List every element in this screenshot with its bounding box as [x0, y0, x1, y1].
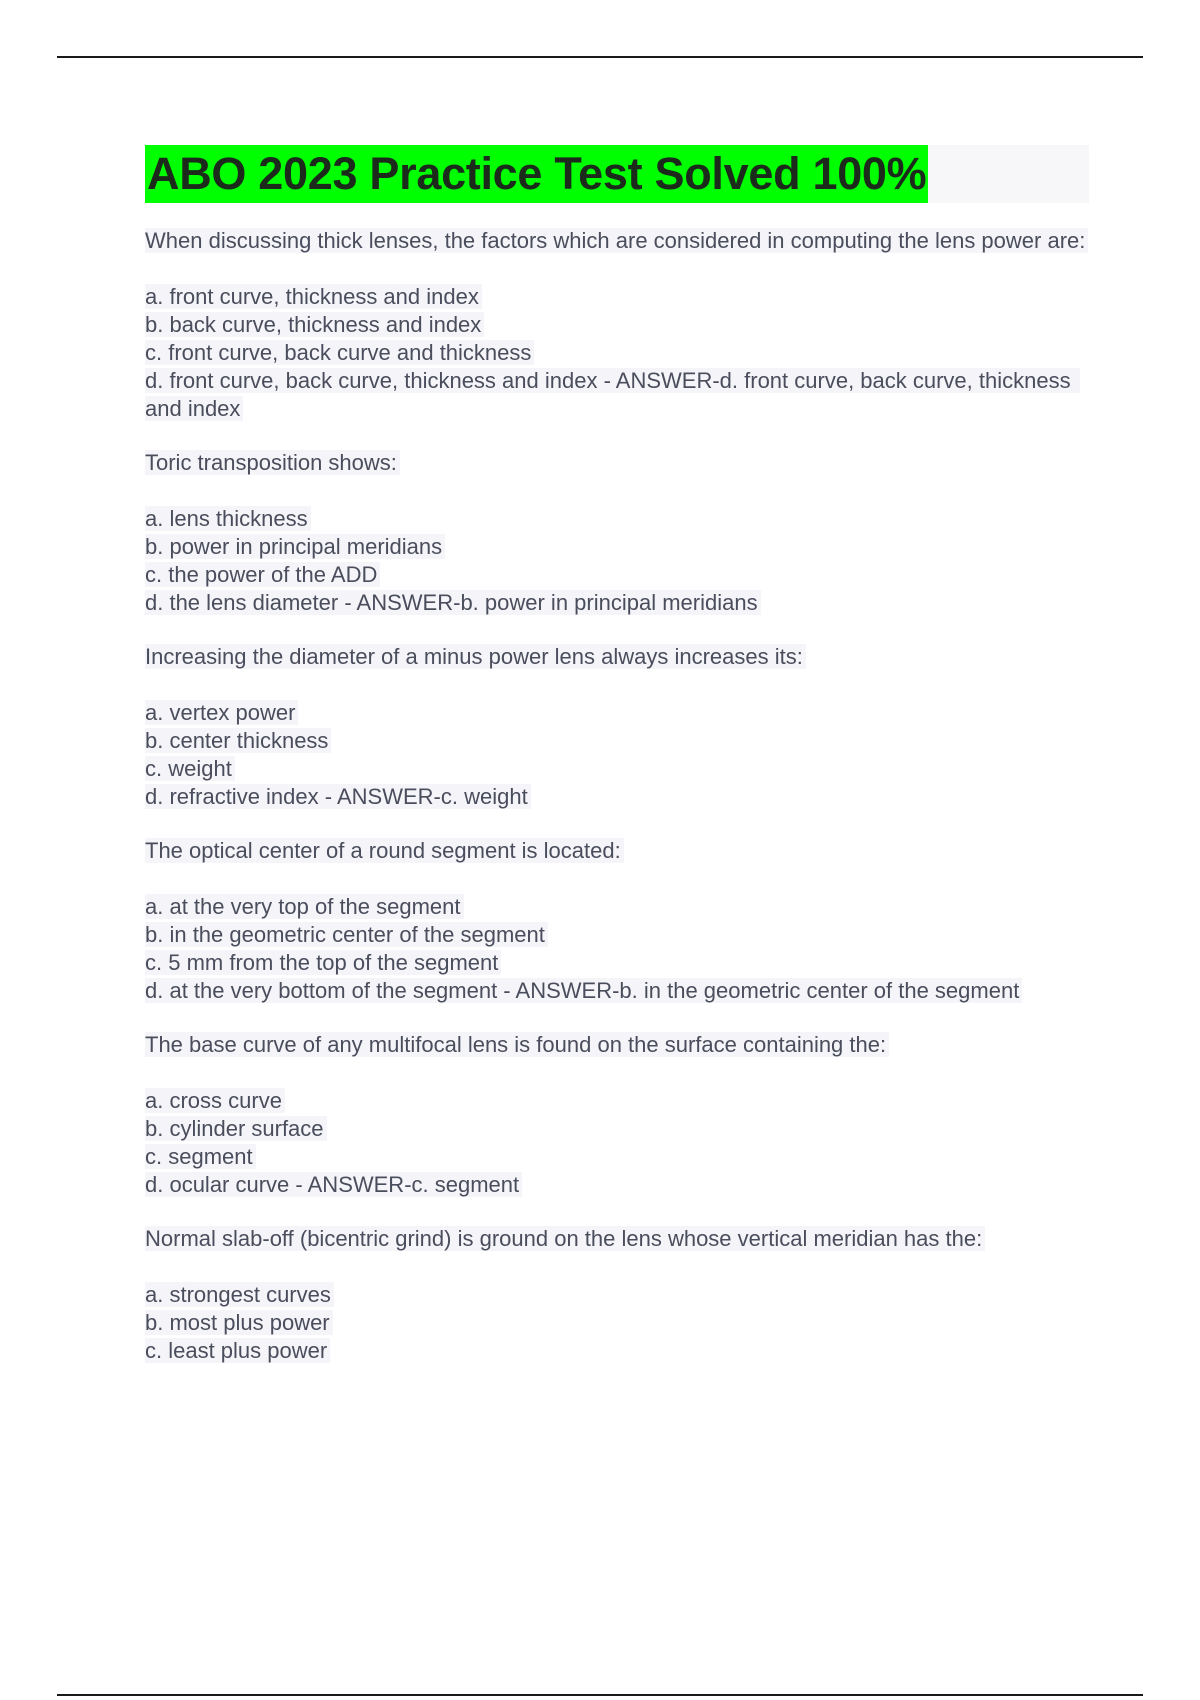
question-block: [145, 643, 1089, 811]
option-a: a. lens thickness: [145, 505, 1089, 533]
title-band: [145, 145, 1089, 203]
bottom-rule: [57, 1694, 1143, 1696]
option-d-answer: d. refractive index - ANSWER-c. weight: [145, 783, 1089, 811]
question-text: The optical center of a round segment is located:: [145, 837, 1089, 865]
question-block: [145, 837, 1089, 1005]
document-title: ABO 2023 Practice Test Solved 100%: [145, 145, 928, 203]
option-c: c. the power of the ADD: [145, 561, 1089, 589]
option-c: c. front curve, back curve and thickness: [145, 339, 1089, 367]
option-d-answer: d. front curve, back curve, thickness and index - ANSWER-d. front curve, back curve, thickness and index: [145, 367, 1089, 423]
option-b: b. center thickness: [145, 727, 1089, 755]
document-body: [145, 145, 1089, 1365]
question-text: Increasing the diameter of a minus power lens always increases its:: [145, 643, 1089, 671]
option-d-answer: d. at the very bottom of the segment - ANSWER-b. in the geometric center of the segment: [145, 977, 1089, 1005]
option-a: a. front curve, thickness and index: [145, 283, 1089, 311]
option-a: a. cross curve: [145, 1087, 1089, 1115]
question-text: Toric transposition shows:: [145, 449, 1089, 477]
option-a: a. vertex power: [145, 699, 1089, 727]
option-d-answer: d. ocular curve - ANSWER-c. segment: [145, 1171, 1089, 1199]
question-block: [145, 1031, 1089, 1199]
option-b: b. cylinder surface: [145, 1115, 1089, 1143]
option-a: a. at the very top of the segment: [145, 893, 1089, 921]
option-b: b. most plus power: [145, 1309, 1089, 1337]
question-text: Normal slab-off (bicentric grind) is ground on the lens whose vertical meridian has the:: [145, 1225, 1089, 1253]
option-a: a. strongest curves: [145, 1281, 1089, 1309]
option-c: c. segment: [145, 1143, 1089, 1171]
question-block: [145, 227, 1089, 423]
option-c: c. 5 mm from the top of the segment: [145, 949, 1089, 977]
option-c: c. weight: [145, 755, 1089, 783]
option-b: b. power in principal meridians: [145, 533, 1089, 561]
option-b: b. back curve, thickness and index: [145, 311, 1089, 339]
option-c: c. least plus power: [145, 1337, 1089, 1365]
question-block: [145, 1225, 1089, 1365]
option-d-answer: d. the lens diameter - ANSWER-b. power in principal meridians: [145, 589, 1089, 617]
option-b: b. in the geometric center of the segment: [145, 921, 1089, 949]
question-block: [145, 449, 1089, 617]
question-text: When discussing thick lenses, the factors which are considered in computing the lens power are:: [145, 227, 1089, 255]
question-text: The base curve of any multifocal lens is found on the surface containing the:: [145, 1031, 1089, 1059]
top-rule: [57, 56, 1143, 58]
